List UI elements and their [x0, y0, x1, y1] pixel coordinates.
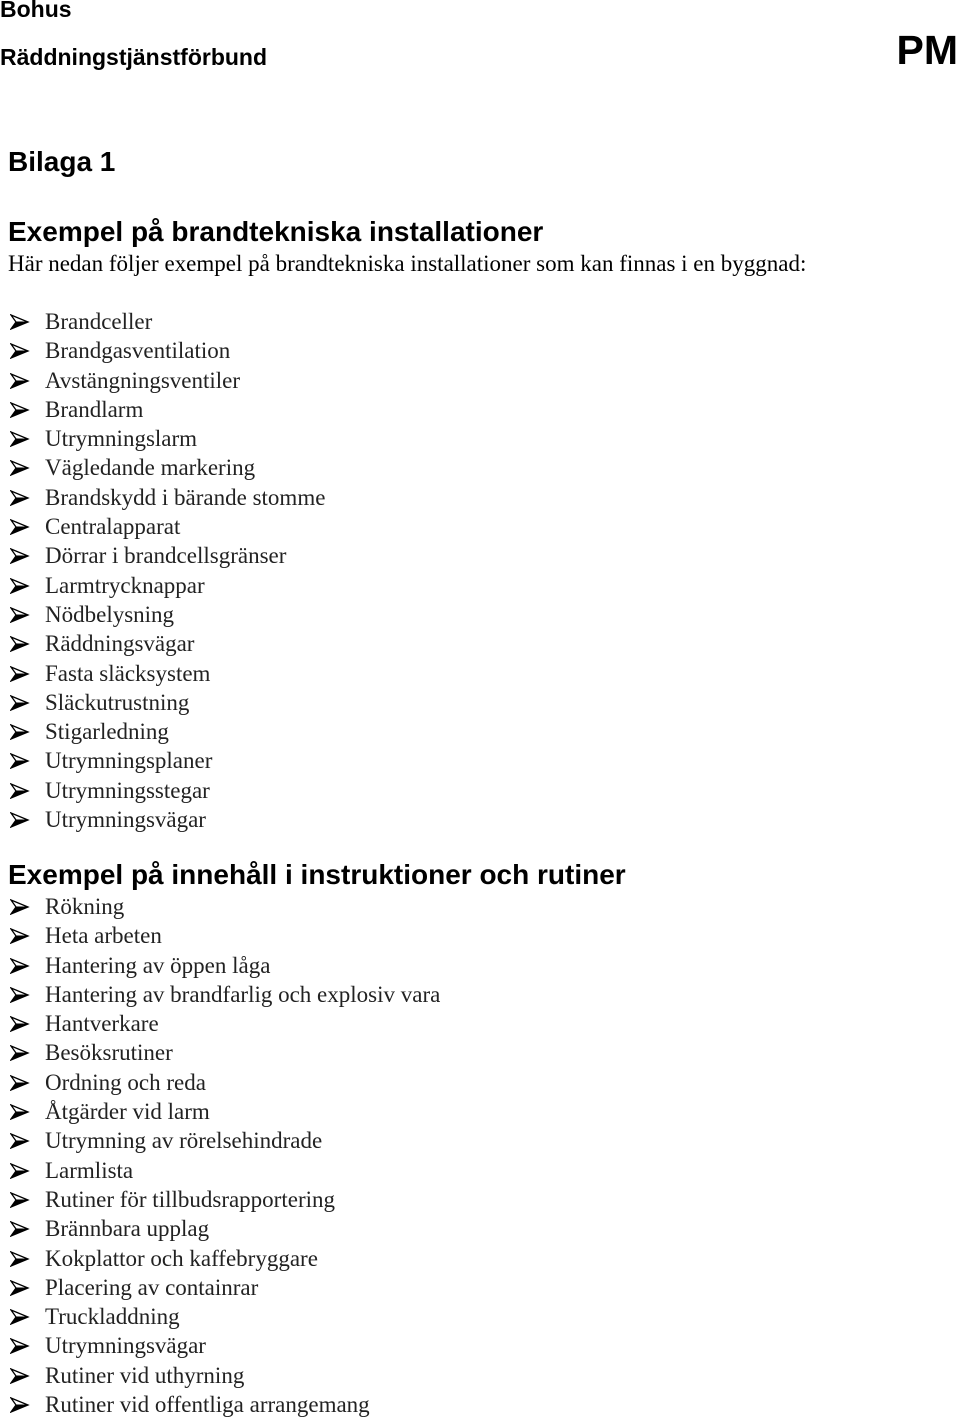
- arrowhead-bullet-icon: [10, 783, 30, 799]
- arrowhead-bullet-icon: [10, 899, 30, 915]
- arrowhead-bullet-icon: [10, 636, 30, 652]
- list-item-label: Utrymningsplaner: [45, 748, 213, 774]
- list-item-label: Brandgasventilation: [45, 338, 231, 364]
- arrowhead-bullet-icon: [10, 1309, 30, 1325]
- document-type-code: PM: [896, 27, 958, 73]
- arrowhead-bullet-icon: [10, 666, 30, 682]
- arrowhead-bullet-icon: [10, 695, 30, 711]
- arrowhead-bullet-icon: [10, 753, 30, 769]
- arrowhead-bullet-icon: [10, 1192, 30, 1208]
- arrowhead-bullet-icon: [10, 1133, 30, 1149]
- list-item-label: Brandlarm: [45, 396, 144, 422]
- list-item-label: Heta arbeten: [45, 923, 162, 949]
- list-item-label: Brännbara upplag: [45, 1216, 210, 1242]
- arrowhead-bullet-icon: [10, 928, 30, 944]
- list-item-label: Hantering av öppen låga: [45, 952, 271, 978]
- list-item-label: Rutiner vid offentliga arrangemang: [45, 1392, 370, 1418]
- arrowhead-bullet-icon: [10, 402, 30, 418]
- intro-text: Här nedan följer exempel på brandtekniska installationer som kan finnas i en byggnad:: [8, 251, 807, 276]
- list-item-label: Hantering av brandfarlig och explosiv vara: [45, 981, 441, 1007]
- list-item-label: Centralapparat: [45, 514, 181, 540]
- list-item-label: Brandceller: [45, 309, 153, 334]
- list-item-label: Kokplattor och kaffebryggare: [45, 1245, 318, 1271]
- arrowhead-bullet-icon: [10, 1251, 30, 1267]
- list-item-label: Larmlista: [45, 1157, 134, 1183]
- arrowhead-bullet-icon: [10, 1163, 30, 1179]
- annex-title: Bilaga 1: [8, 146, 116, 177]
- list-item-label: Ordning och reda: [45, 1069, 206, 1095]
- list-item-label: Fasta släcksystem: [45, 660, 211, 686]
- list-item-label: Utrymningsvägar: [45, 807, 206, 833]
- arrowhead-bullet-icon: [10, 460, 30, 476]
- list-item-label: Truckladdning: [45, 1304, 180, 1330]
- arrowhead-bullet-icon: [10, 519, 30, 535]
- list-item-label: Vägledande markering: [45, 455, 256, 481]
- arrowhead-bullet-icon: [10, 1368, 30, 1384]
- list-item-label: Rutiner för tillbudsrapportering: [45, 1186, 335, 1212]
- list-item-label: Utrymning av rörelsehindrade: [45, 1128, 323, 1154]
- organization-name-line1: Bohus: [0, 0, 72, 22]
- arrowhead-bullet-icon: [10, 724, 30, 740]
- list-item-label: Utrymningsstegar: [45, 777, 210, 803]
- list-item-label: Stigarledning: [45, 719, 169, 745]
- list-item-label: Räddningsvägar: [45, 631, 195, 657]
- organization-name-line2: Räddningstjänstförbund: [0, 44, 268, 70]
- arrowhead-bullet-icon: [10, 490, 30, 506]
- list-item-label: Åtgärder vid larm: [45, 1099, 210, 1125]
- arrowhead-bullet-icon: [10, 1280, 30, 1296]
- arrowhead-bullet-icon: [10, 578, 30, 594]
- list-item-label: Nödbelysning: [45, 601, 175, 627]
- arrowhead-bullet-icon: [10, 1221, 30, 1237]
- arrowhead-bullet-icon: [10, 987, 30, 1003]
- arrowhead-bullet-icon: [10, 1397, 30, 1413]
- list-item-label: Släckutrustning: [45, 689, 190, 715]
- arrowhead-bullet-icon: [10, 812, 30, 828]
- arrowhead-bullet-icon: [10, 1075, 30, 1091]
- arrowhead-bullet-icon: [10, 1016, 30, 1032]
- list-item-label: Besöksrutiner: [45, 1040, 173, 1066]
- arrowhead-bullet-icon: [10, 373, 30, 389]
- arrowhead-bullet-icon: [10, 431, 30, 447]
- list-item-label: Rökning: [45, 894, 125, 919]
- arrowhead-bullet-icon: [10, 607, 30, 623]
- list-item-label: Dörrar i brandcellsgränser: [45, 543, 287, 569]
- list-item-label: Larmtrycknappar: [45, 572, 205, 598]
- list-item-label: Rutiner vid uthyrning: [45, 1362, 245, 1388]
- section-heading-instructions: Exempel på innehåll i instruktioner och rutiner: [8, 859, 626, 890]
- arrowhead-bullet-icon: [10, 548, 30, 564]
- list-item-label: Utrymningsvägar: [45, 1333, 206, 1359]
- section-heading-installations: Exempel på brandtekniska installationer: [8, 216, 544, 247]
- arrowhead-bullet-icon: [10, 958, 30, 974]
- list-item-label: Brandskydd i bärande stomme: [45, 484, 326, 510]
- list-item-label: Avstängningsventiler: [45, 367, 241, 393]
- list-item-label: Utrymningslarm: [45, 426, 198, 452]
- list-item-label: Placering av containrar: [45, 1274, 259, 1300]
- list-item-label: Hantverkare: [45, 1011, 159, 1037]
- arrowhead-bullet-icon: [10, 1104, 30, 1120]
- arrowhead-bullet-icon: [10, 314, 30, 330]
- arrowhead-bullet-icon: [10, 343, 30, 359]
- arrowhead-bullet-icon: [10, 1045, 30, 1061]
- arrowhead-bullet-icon: [10, 1338, 30, 1354]
